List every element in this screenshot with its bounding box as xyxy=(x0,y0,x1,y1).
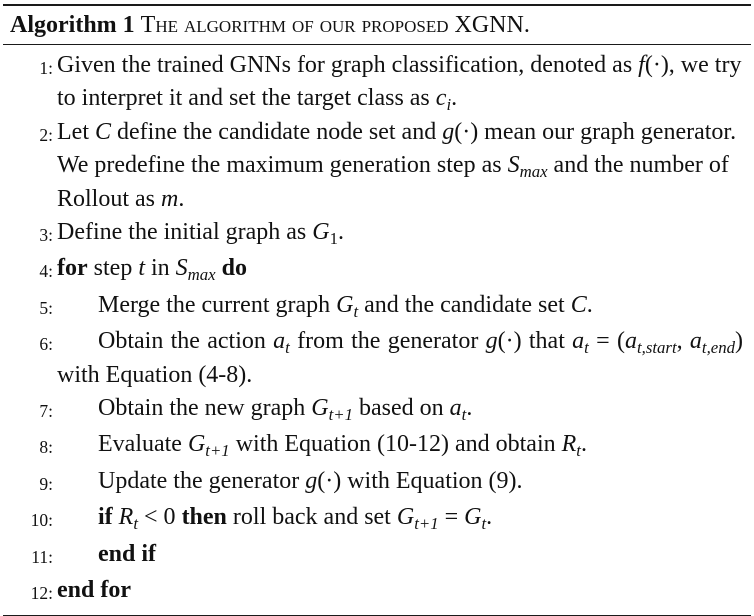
line-number: 11: xyxy=(31,546,53,567)
line-number: 6: xyxy=(39,334,53,355)
algorithm-line xyxy=(3,252,751,288)
algorithm-line xyxy=(3,325,751,392)
algorithm-line xyxy=(3,538,751,574)
line-number: 1: xyxy=(39,58,53,78)
line-text: Evaluate $G_{t+1}$ with Equation (10-12) and obtain $R_t$. xyxy=(98,431,587,461)
line-text: Define the initial graph as $G_1$. xyxy=(57,219,344,249)
algorithm-line xyxy=(3,465,751,501)
algorithm-block xyxy=(3,4,751,616)
algorithm-line xyxy=(3,501,751,537)
algorithm-line xyxy=(3,289,751,325)
algorithm-line xyxy=(3,49,751,116)
line-text: if $R_t < 0$ then roll back and set $G_{t+1} = G_t$. xyxy=(98,504,493,534)
algorithm-line xyxy=(3,392,751,428)
line-number: 7: xyxy=(39,401,53,422)
line-number: 12: xyxy=(30,583,53,604)
line-text: end if xyxy=(98,540,157,567)
line-text: Obtain the new graph $G_{t+1}$ based on $a_t$. xyxy=(98,395,473,425)
line-text: for step t in $S_{max}$ do xyxy=(57,255,247,285)
algorithm-line xyxy=(3,116,751,216)
algorithm-label: Algorithm 1 xyxy=(10,12,135,38)
line-number: 2: xyxy=(39,124,53,145)
algorithm-header xyxy=(3,6,751,44)
line-text: Update the generator g(·) with Equation (9). xyxy=(98,467,523,494)
line-number: 5: xyxy=(39,297,53,318)
line-number: 3: xyxy=(39,225,53,246)
algorithm-line xyxy=(3,574,751,610)
line-text: Let C define the candidate node set and g(·) mean our graph generator. We predefine the maximum generation step as $S_{max}$ and the number of Rollout as m. xyxy=(57,118,737,212)
algorithm-title: The algorithm of our proposed XGNN. xyxy=(140,12,530,38)
bottom-rule xyxy=(3,615,751,616)
line-number: 4: xyxy=(39,261,53,282)
line-number: 10: xyxy=(30,510,53,531)
algorithm-body xyxy=(3,45,751,615)
line-number: 9: xyxy=(39,473,53,494)
line-text: Merge the current graph $G_t$ and the candidate set C. xyxy=(98,291,593,321)
line-text: Obtain the action $a_t$ from the generator g(·) that $a_t = (a_{t,start}$, $a_{t,end}$) with Equation (4-8). xyxy=(57,328,743,388)
line-text: end for xyxy=(57,577,131,604)
line-number: 8: xyxy=(39,437,53,458)
algorithm-line xyxy=(3,428,751,464)
algorithm-line xyxy=(3,216,751,252)
line-text: Given the trained GNNs for graph classification, denoted as f(·), we try to interpret it and set the target class as $c_i$. xyxy=(57,52,742,115)
